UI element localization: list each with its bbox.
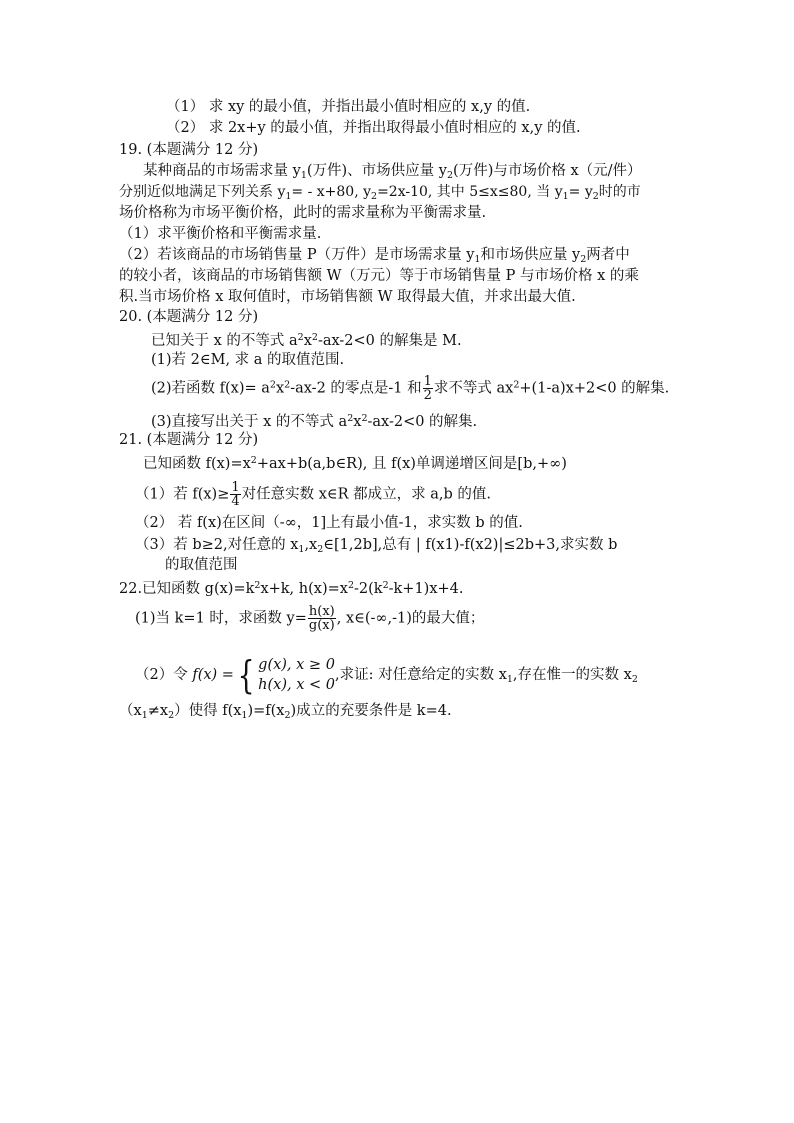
q19-line5: （2）若该商品的市场销售量 P（万件）是市场需求量 $y_1$和市场供应量 $y_2$两者中 (119, 247, 630, 265)
q19-line6: 的较小者，该商品的市场销售额 W（万元）等于市场销售量 P 与市场价格 x 的乘 (119, 268, 639, 284)
q21-line5: 的取值范围 (165, 557, 238, 573)
fraction-one-half: $\frac{1}{2}$ (423, 374, 432, 403)
q22-line1: 22.已知函数 $g(x)=k^2x+k$, $h(x)=x^2-2(k^2-k+1)x+4$. (119, 580, 464, 597)
left-brace-icon: { (237, 653, 255, 697)
q20-line3: (2)若函数 $f(x)= a^2x^2-ax-2$ 的零点是-1 和 $\frac{1}{2}$ 求不等式 $ax^2+(1-a)x+2<0$ 的解集. (151, 374, 670, 403)
q21-line1: 已知函数 $f(x)=x^2+ax+b(a,b\in R)$, 且 f(x)单调递增区间是[b,+∞) (143, 455, 567, 472)
q21-line4: （3）若 b≥2,对任意的 $x_1,x_2\in[1,2b]$,总有 | f(x1)-f(x2)|≤2b+3,求实数 b (135, 537, 618, 555)
q21-line3: （2） 若 f(x)在区间（-∞，1]上有最小值-1，求实数 b 的值. (135, 515, 523, 531)
q21-heading: 21. (本题满分 12 分) (119, 432, 259, 448)
q18-part2: （2） 求 2x+y 的最小值，并指出取得最小值时相应的 x,y 的值. (166, 120, 581, 136)
q22-line3: （2）令 f(x) ={ g(x), x ≥ 0 h(x), x < 0 ,求证: 对任意给定的实数 $x_1$,存在惟一的实数 $x_2$ (135, 653, 638, 697)
q22-line2: (1)当 k=1 时，求函数 y= $\frac{h(x)}{g(x)}$ , x∈(-∞,-1)的最大值； (135, 604, 485, 633)
q20-line4: (3)直接写出关于 x 的不等式 $a^2x^2-ax-2<0$ 的解集. (151, 413, 478, 430)
q20-heading: 20. (本题满分 12 分) (119, 309, 259, 325)
q21-line2: （1）若 f(x)≥ $\frac{1}{4}$ 对任意实数 x∈R 都成立，求 a,b 的值. (135, 480, 492, 509)
q22-line4: $(x_1\ne x_2)$使得 $f(x_1)=f(x_2)$成立的充要条件是 k=4. (119, 703, 452, 721)
q19-heading: 19. (本题满分 12 分) (119, 142, 259, 158)
q18-part1: （1） 求 xy 的最小值，并指出最小值时相应的 x,y 的值. (166, 99, 531, 115)
piecewise-cases: g(x), x ≥ 0 h(x), x < 0 (258, 657, 335, 693)
q19-line7: 积.当市场价格 x 取何值时，市场销售额 W 取得最大值，并求出最大值. (119, 289, 576, 305)
q19-line4: （1）求平衡价格和平衡需求量. (119, 226, 322, 242)
q19-line1: 某种商品的市场需求量 $y_1$(万件)、市场供应量 $y_2$(万件)与市场价格 x（元/件） (143, 163, 642, 181)
q20-line2: (1)若 2∈M, 求 a 的取值范围. (151, 352, 345, 368)
fraction-h-over-g: $\frac{h(x)}{g(x)}$ (308, 604, 335, 633)
q20-line1: 已知关于 x 的不等式 $a^2x^2-ax-2<0$ 的解集是 M. (151, 332, 462, 349)
q19-line2: 分别近似地满足下列关系 $y_1= - x+80$, $y_2=2x-10$, 其中 5≤x≤80, 当 $y_1= y_2$时的市 (119, 184, 641, 202)
q19-line3: 场价格称为市场平衡价格，此时的需求量称为平衡需求量. (119, 205, 487, 221)
fraction-one-quarter: $\frac{1}{4}$ (231, 480, 240, 509)
